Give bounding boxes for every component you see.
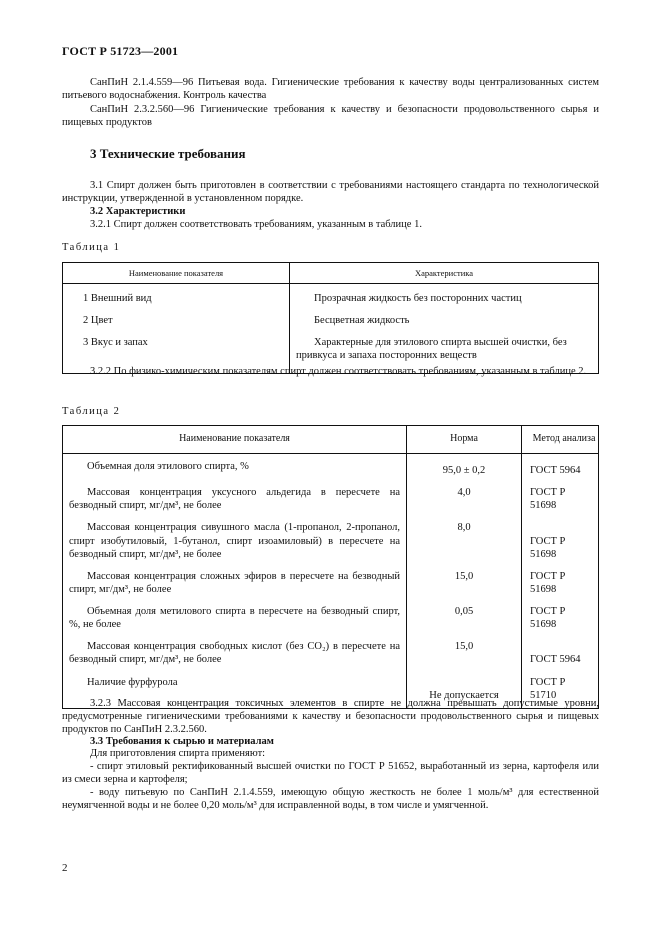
table1-cell-name: 1 Внешний вид bbox=[63, 284, 290, 311]
paragraph-3-1: 3.1 Спирт должен быть приготовлен в соответствии с требованиями настоящего стандарта по технологической инструкции, утвержденной в установленном порядке. bbox=[62, 180, 599, 205]
table1-cell-value: Прозрачная жидкость без посторонних частиц bbox=[314, 293, 522, 304]
table2-cell-method: ГОСТ Р 51698 bbox=[530, 606, 566, 631]
paragraph-3-3-b: - воду питьевую по СанПиН 2.1.4.559, имеющую общую жесткость не более 1 моль/м³ для естественной неумягченной воды и не более 0,20 моль/м³ для исправленной воды, в том числе и умягченной. bbox=[62, 787, 599, 812]
table-row bbox=[63, 637, 599, 672]
table2-cell-name: Объемная доля этилового спирта, % bbox=[63, 454, 407, 484]
table2-header-name: Наименование показателя bbox=[63, 426, 407, 454]
reference-sanpin-560: СанПиН 2.3.2.560—96 Гигиенические требования к качеству и безопасности продовольственного сырья и пищевых продуктов bbox=[62, 104, 599, 129]
paragraph-3-2-1: 3.2.1 Спирт должен соответствовать требованиям, указанным в таблице 1. bbox=[90, 219, 422, 230]
table2-cell-method: ГОСТ Р 51698 bbox=[530, 570, 566, 595]
table-row bbox=[63, 454, 599, 484]
table-1 bbox=[62, 262, 599, 374]
paragraph-3-3-a: - спирт этиловый ректификованный высшей очистки по ГОСТ Р 51652, выработанный из зерна, картофеля или из смеси зерна и картофеля; bbox=[62, 761, 599, 786]
table1-header-characteristic: Характеристика bbox=[290, 263, 599, 284]
table1-cell-name: 3 Вкус и запах bbox=[63, 332, 290, 373]
table2-cell-norm: 0,05 bbox=[407, 602, 522, 637]
table2-cell-name: Массовая концентрация сложных эфиров в пересчете на безводный спирт, мг/дм³, не более bbox=[63, 567, 407, 602]
table1-cell-value: Характерные для этилового спирта высшей очистки, без привкуса и запаха посторонних веществ bbox=[296, 337, 567, 362]
paragraph-3-2-2: 3.2.2 По физико-химическим показателям спирт должен соответствовать требованиям, указанным в таблице 2. bbox=[90, 366, 587, 377]
page-number: 2 bbox=[62, 862, 68, 874]
table2-cell-norm: 15,0 bbox=[407, 637, 522, 672]
document-header: ГОСТ Р 51723—2001 bbox=[62, 44, 179, 58]
reference-sanpin-559: СанПиН 2.1.4.559—96 Питьевая вода. Гигиенические требования к качеству воды централизованных систем питьевого водоснабжения. Контроль качества bbox=[62, 77, 599, 102]
table2-cell-name: Массовая концентрация свободных кислот (без CO₂) в пересчете на безводный спирт, мг/дм³, не более bbox=[63, 637, 407, 672]
table2-cell-name: Объемная доля метилового спирта в пересчете на безводный спирт, %, не более bbox=[63, 602, 407, 637]
subsection-heading-3-3: 3.3 Требования к сырью и материалам bbox=[90, 736, 274, 747]
table1-header-row bbox=[63, 263, 599, 284]
table-row bbox=[63, 284, 599, 311]
table-row bbox=[63, 483, 599, 518]
table-row bbox=[63, 602, 599, 637]
table2-cell-norm: 95,0 ± 0,2 bbox=[407, 454, 522, 484]
table2-cell-norm: 8,0 bbox=[407, 518, 522, 566]
table2-header-row bbox=[63, 426, 599, 454]
table2-cell-method: ГОСТ Р 51698 bbox=[530, 535, 566, 560]
table2-cell-norm: 15,0 bbox=[407, 567, 522, 602]
table2-cell-method: ГОСТ Р 51698 bbox=[530, 487, 566, 512]
section-heading: 3 Технические требования bbox=[90, 146, 246, 161]
paragraph-3-3-intro: Для приготовления спирта применяют: bbox=[90, 748, 266, 759]
table2-header-method: Метод анализа bbox=[522, 426, 599, 454]
table2-cell-name: Наличие фурфурола bbox=[63, 673, 407, 709]
table1-cell-value: Бесцветная жидкость bbox=[314, 315, 410, 327]
table2-cell-norm: Не допускается bbox=[407, 673, 522, 709]
table-2 bbox=[62, 425, 599, 709]
paragraph-3-2-3: 3.2.3 Массовая концентрация токсичных элементов в спирте не должна превышать допустимые уровни, предусмотренные гигиеническими требованиями к качеству и безопасности продовольственного сырья и пищевых продуктов по СанПиН 2.3.2.560. bbox=[62, 698, 599, 736]
table1-caption: Таблица 1 bbox=[62, 242, 121, 253]
table2-cell-method: ГОСТ Р 51710 bbox=[530, 676, 566, 701]
table1-cell-name: 2 Цвет bbox=[63, 310, 290, 332]
table2-cell-method: ГОСТ 5964 bbox=[530, 654, 581, 666]
table2-cell-norm: 4,0 bbox=[407, 483, 522, 518]
table-row bbox=[63, 518, 599, 566]
table1-header-name: Наименование показателя bbox=[63, 263, 290, 284]
table-row bbox=[63, 310, 599, 332]
table2-header-norm: Норма bbox=[407, 426, 522, 454]
subsection-heading-3-2: 3.2 Характеристики bbox=[90, 206, 186, 217]
table-row bbox=[63, 567, 599, 602]
table2-cell-name: Массовая концентрация уксусного альдегида в пересчете на безводный спирт, мг/дм³, не более bbox=[63, 483, 407, 518]
table2-cell-name: Массовая концентрация сивушного масла (1-пропанол, 2-пропанол, спирт изобутиловый, 1-бутанол, спирт изоамиловый) в пересчете на безводный спирт, мг/дм³, не более bbox=[63, 518, 407, 566]
table2-caption: Таблица 2 bbox=[62, 406, 121, 417]
table2-cell-method: ГОСТ 5964 bbox=[530, 465, 581, 476]
